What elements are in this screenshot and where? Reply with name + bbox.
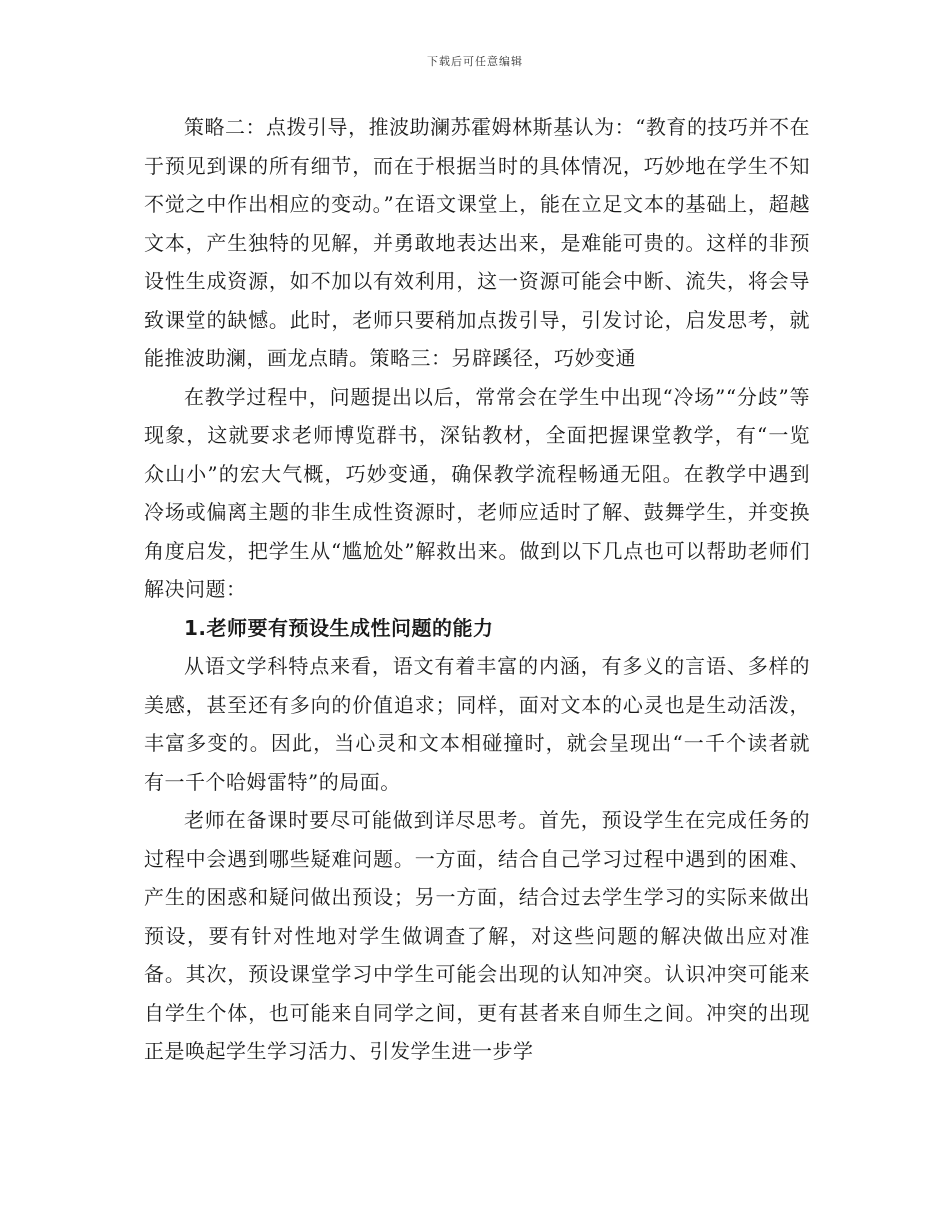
document-body bbox=[144, 108, 810, 1071]
paragraph-teaching-process: 在教学过程中，问题提出以后，常常会在学生中出现“冷场”“分歧”等现象，这就要求老师博览群书，深钻教材，全面把握课堂教学，有“一览众山小”的宏大气概，巧妙变通，确保教学流程畅通无阻。在教学中遇到冷场或偏离主题的非生成性资源时，老师应适时了解、鼓舞学生，并变换角度启发，把学生从“尴尬处”解救出来。做到以下几点也可以帮助老师们解决问题： bbox=[144, 384, 810, 601]
paragraph-lesson-preparation: 老师在备课时要尽可能做到详尽思考。首先，预设学生在完成任务的过程中会遇到哪些疑难问题。一方面，结合自己学习过程中遇到的困难、产生的困惑和疑问做出预设；另一方面，结合过去学生学习的实际来做出预设，要有针对性地对学生做调查了解，对这些问题的解决做出应对准备。其次，预设课堂学习中学生可能会出现的认知冲突。认识冲突可能来自学生个体，也可能来自同学之间，更有甚者来自师生之间。冲突的出现正是唤起学生学习活力、引发学生进一步学 bbox=[144, 808, 810, 1063]
section-heading: 1.老师要有预设生成性问题的能力 bbox=[184, 615, 494, 640]
paragraph-subject-features: 从语文学科特点来看，语文有着丰富的内涵，有多义的言语、多样的美感，甚至还有多向的价值追求；同样，面对文本的心灵也是生动活泼，丰富多变的。因此，当心灵和文本相碰撞时，就会呈现出“一千个读者就有一千个哈姆雷特”的局面。 bbox=[144, 654, 810, 794]
page-header: 下载后可任意编辑 bbox=[427, 55, 523, 68]
paragraph-strategy-two: 策略二：点拨引导，推波助澜苏霍姆林斯基认为：“教育的技巧并不在于预见到课的所有细节，而在于根据当时的具体情况，巧妙地在学生不知不觉之中作出相应的变动。”在语文课堂上，能在立足文本的基础上，超越文本，产生独特的见解，并勇敢地表达出来，是难能可贵的。这样的非预设性生成资源，如不加以有效利用，这一资源可能会中断、流失，将会导致课堂的缺憾。此时，老师只要稍加点拨引导，引发讨论，启发思考，就能推波助澜，画龙点睛。策略三：另辟蹊径，巧妙变通 bbox=[144, 115, 810, 370]
